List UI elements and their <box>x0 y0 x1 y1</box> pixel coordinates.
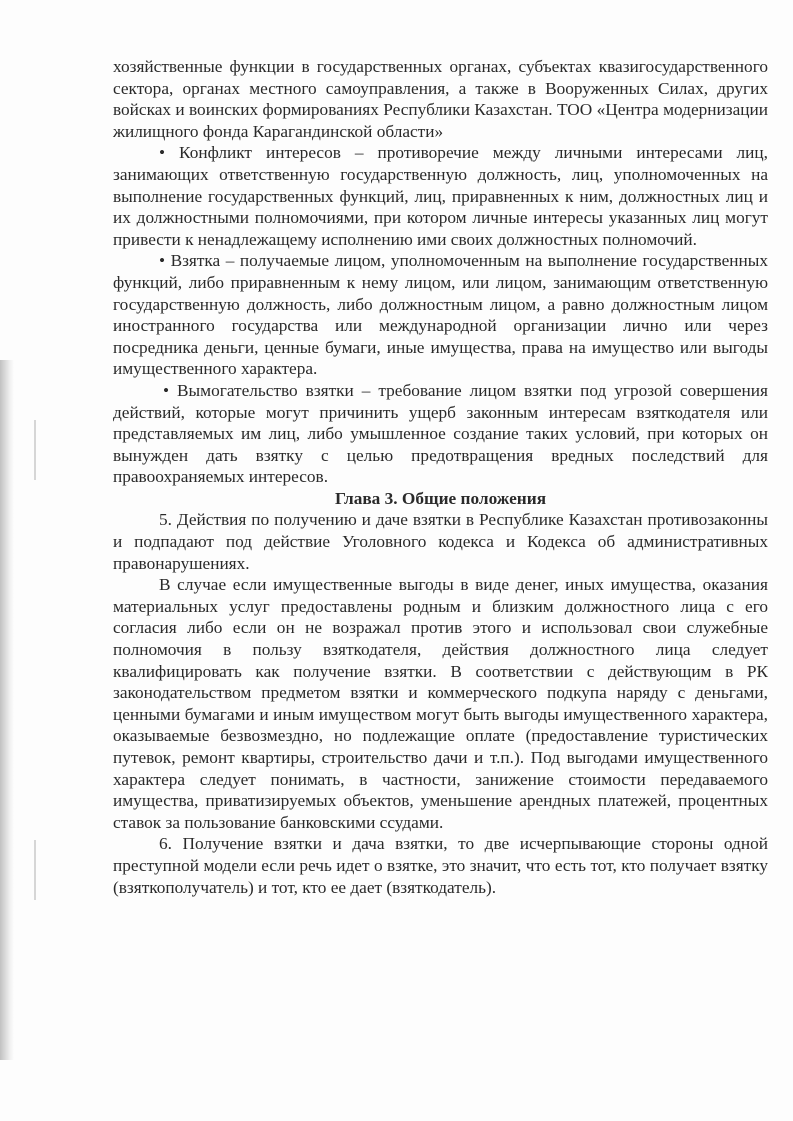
scan-shadow <box>0 360 14 1060</box>
definition-bribe-extortion: • Вымогательство взятки – требование лицом взятки под угрозой совершения действий, которые могут причинить ущерб законным интересам взяткодателя или представляемых им лиц, либо умышленное создание таких условий, при которых он вынужден дать взятку с целью предотвращения вредных последствий для правоохраняемых интересов. <box>113 380 768 487</box>
definition-bribe: • Взятка – получаемые лицом, уполномоченным на выполнение государственных функций, либо приравненным к нему лицом, или лицом, занимающим ответственную государственную должность, либо должностным лицом, а равно должностным лицом иностранного государства или международной организации лично или через посредника деньги, ценные бумаги, иные имущества, права на имущество или выгоды имущественного характера. <box>113 251 768 379</box>
scan-mark <box>34 420 36 480</box>
intro-paragraph: хозяйственные функции в государственных органах, субъектах квазигосударственного сектора, органах местного самоуправления, а также в Вооруженных Силах, других войсках и воинских формированиях Республики Казахстан. ТОО «Центра модернизации жилищного фонда Карагандинской области» <box>113 57 768 141</box>
chapter-heading: Глава 3. Общие положения <box>334 488 547 508</box>
document-page <box>113 56 768 898</box>
definition-conflict-of-interest: • Конфликт интересов – противоречие между личными интересами лиц, занимающих ответственную государственную должность, лиц, уполномоченных на выполнение государственных функций, лиц, приравненных к ним, должностных лиц и их должностными полномочиями, при котором личные интересы указанных лиц могут привести к ненадлежащему исполнению ими своих должностных полномочий. <box>113 143 768 249</box>
scan-mark <box>34 840 36 900</box>
paragraph-5: 5. Действия по получению и даче взятки в Республике Казахстан противозаконны и подпадают под действие Уголовного кодекса и Кодекса об административных правонарушениях. <box>113 510 768 573</box>
paragraph-6: 6. Получение взятки и дача взятки, то две исчерпывающие стороны одной преступной модели если речь идет о взятке, это значит, что есть тот, кто получает взятку (взяткополучатель) и тот, кто ее дает (взяткодатель). <box>113 834 768 897</box>
paragraph-property-benefits: В случае если имущественные выгоды в виде денег, иных имущества, оказания материальных услуг предоставлены родным и близким должностного лица с его согласия либо если он не возражал против этого и использовал свои служебные полномочия в пользу взяткодателя, действия должностного лица следует квалифицировать как получение взятки. В соответствии с действующим в РК законодательством предметом взятки и коммерческого подкупа наряду с деньгами, ценными бумагами и иным имуществом могут быть выгоды имущественного характера, оказываемые безвозмездно, но подлежащие оплате (предоставление туристических путевок, ремонт квартиры, строительство дачи и т.п.). Под выгодами имущественного характера следует понимать, в частности, занижение стоимости передаваемого имущества, приватизируемых объектов, уменьшение арендных платежей, процентных ставок за пользование банковскими ссудами. <box>113 575 768 832</box>
